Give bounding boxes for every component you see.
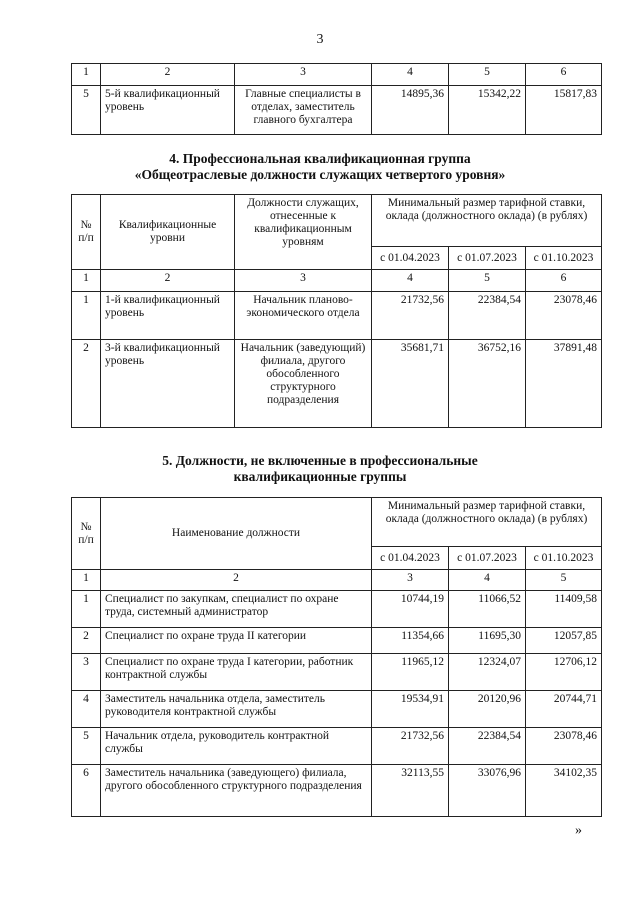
position-name: Заместитель начальника (заведующего) филиала, другого обособленного структурного подразделения: [101, 765, 372, 817]
col-index: 5: [449, 270, 526, 292]
header-date: с 01.10.2023: [526, 247, 602, 270]
table-row: [72, 86, 602, 135]
row-number: 5: [72, 86, 101, 135]
table-row: [72, 628, 602, 654]
qualification-level: 5-й квалификационный уровень: [101, 86, 235, 135]
col-index: 5: [526, 570, 602, 591]
salary-value: 14895,36: [372, 86, 449, 135]
table-index-row: [72, 64, 602, 86]
table-row: [72, 728, 602, 765]
section4-title-line2: «Общеотраслевые должности служащих четвертого уровня»: [134, 166, 506, 182]
section4-title: [0, 151, 640, 182]
table-section4: [71, 194, 602, 428]
table-index-row: [72, 270, 602, 292]
table-row: [72, 591, 602, 628]
header-min-salary: Минимальный размер тарифной ставки, оклада (должностного оклада) (в рублях): [372, 498, 602, 547]
col-index: 3: [235, 64, 372, 86]
row-number: 1: [72, 591, 101, 628]
header-min-salary: Минимальный размер тарифной ставки, оклада (должностного оклада) (в рублях): [372, 195, 602, 247]
col-index: 2: [101, 270, 235, 292]
position-name: Начальник (заведующий) филиала, другого обособленного структурного подразделения: [235, 340, 372, 428]
col-index: 2: [101, 570, 372, 591]
position-name: Специалист по охране труда I категории, работник контрактной службы: [101, 654, 372, 691]
salary-value: 15342,22: [449, 86, 526, 135]
table-section5: [71, 497, 602, 817]
closing-quote-mark: »: [575, 823, 582, 838]
table-row: [72, 691, 602, 728]
section5-title-line1: 5. Должности, не включенные в профессиональные: [162, 453, 478, 468]
position-name: Специалист по закупкам, специалист по охране труда, системный администратор: [101, 591, 372, 628]
salary-value: 21732,56: [372, 728, 449, 765]
table-section3-continuation: [71, 63, 602, 135]
position-name: Специалист по охране труда II категории: [101, 628, 372, 654]
salary-value: 20120,96: [449, 691, 526, 728]
salary-value: 21732,56: [372, 292, 449, 340]
col-index: 1: [72, 570, 101, 591]
header-date: с 01.04.2023: [372, 247, 449, 270]
header-qualification-levels: Квалификационные уровни: [101, 195, 235, 270]
section5-title: [0, 453, 640, 484]
row-number: 4: [72, 691, 101, 728]
position-name: Заместитель начальника отдела, заместитель руководителя контрактной службы: [101, 691, 372, 728]
salary-value: 12324,07: [449, 654, 526, 691]
salary-value: 11409,58: [526, 591, 602, 628]
salary-value: 12706,12: [526, 654, 602, 691]
row-number: 5: [72, 728, 101, 765]
row-number: 2: [72, 340, 101, 428]
salary-value: 15817,83: [526, 86, 602, 135]
col-index: 2: [101, 64, 235, 86]
salary-value: 20744,71: [526, 691, 602, 728]
header-date: с 01.07.2023: [449, 547, 526, 570]
header-positions: Должности служащих, отнесенные к квалификационным уровням: [235, 195, 372, 270]
header-date: с 01.07.2023: [449, 247, 526, 270]
table-row: [72, 654, 602, 691]
col-index: 1: [72, 64, 101, 86]
salary-value: 11066,52: [449, 591, 526, 628]
position-name: Главные специалисты в отделах, заместитель главного бухгалтера: [235, 86, 372, 135]
header-number: № п/п: [72, 498, 101, 570]
section5-title-line2: квалификационные группы: [233, 468, 407, 484]
salary-value: 33076,96: [449, 765, 526, 817]
table-row: [72, 292, 602, 340]
header-date: с 01.10.2023: [526, 547, 602, 570]
col-index: 5: [449, 64, 526, 86]
col-index: 4: [449, 570, 526, 591]
row-number: 1: [72, 292, 101, 340]
salary-value: 11965,12: [372, 654, 449, 691]
salary-value: 23078,46: [526, 728, 602, 765]
position-name: Начальник отдела, руководитель контрактной службы: [101, 728, 372, 765]
page-number: 3: [316, 32, 324, 47]
section4-title-line1: 4. Профессиональная квалификационная группа: [169, 151, 471, 166]
col-index: 6: [526, 270, 602, 292]
salary-value: 32113,55: [372, 765, 449, 817]
salary-value: 23078,46: [526, 292, 602, 340]
salary-value: 34102,35: [526, 765, 602, 817]
salary-value: 37891,48: [526, 340, 602, 428]
table-index-row: [72, 570, 602, 591]
table-row: [72, 765, 602, 817]
row-number: 3: [72, 654, 101, 691]
salary-value: 10744,19: [372, 591, 449, 628]
salary-value: 22384,54: [449, 728, 526, 765]
header-position-name: Наименование должности: [101, 498, 372, 570]
col-index: 4: [372, 270, 449, 292]
header-date: с 01.04.2023: [372, 547, 449, 570]
salary-value: 11695,30: [449, 628, 526, 654]
salary-value: 22384,54: [449, 292, 526, 340]
salary-value: 11354,66: [372, 628, 449, 654]
salary-value: 36752,16: [449, 340, 526, 428]
col-index: 4: [372, 64, 449, 86]
salary-value: 19534,91: [372, 691, 449, 728]
qualification-level: 1-й квалификационный уровень: [101, 292, 235, 340]
qualification-level: 3-й квалификационный уровень: [101, 340, 235, 428]
header-number: № п/п: [72, 195, 101, 270]
row-number: 6: [72, 765, 101, 817]
salary-value: 35681,71: [372, 340, 449, 428]
position-name: Начальник планово-экономического отдела: [235, 292, 372, 340]
row-number: 2: [72, 628, 101, 654]
col-index: 1: [72, 270, 101, 292]
salary-value: 12057,85: [526, 628, 602, 654]
col-index: 3: [372, 570, 449, 591]
table-row: [72, 340, 602, 428]
col-index: 6: [526, 64, 602, 86]
col-index: 3: [235, 270, 372, 292]
